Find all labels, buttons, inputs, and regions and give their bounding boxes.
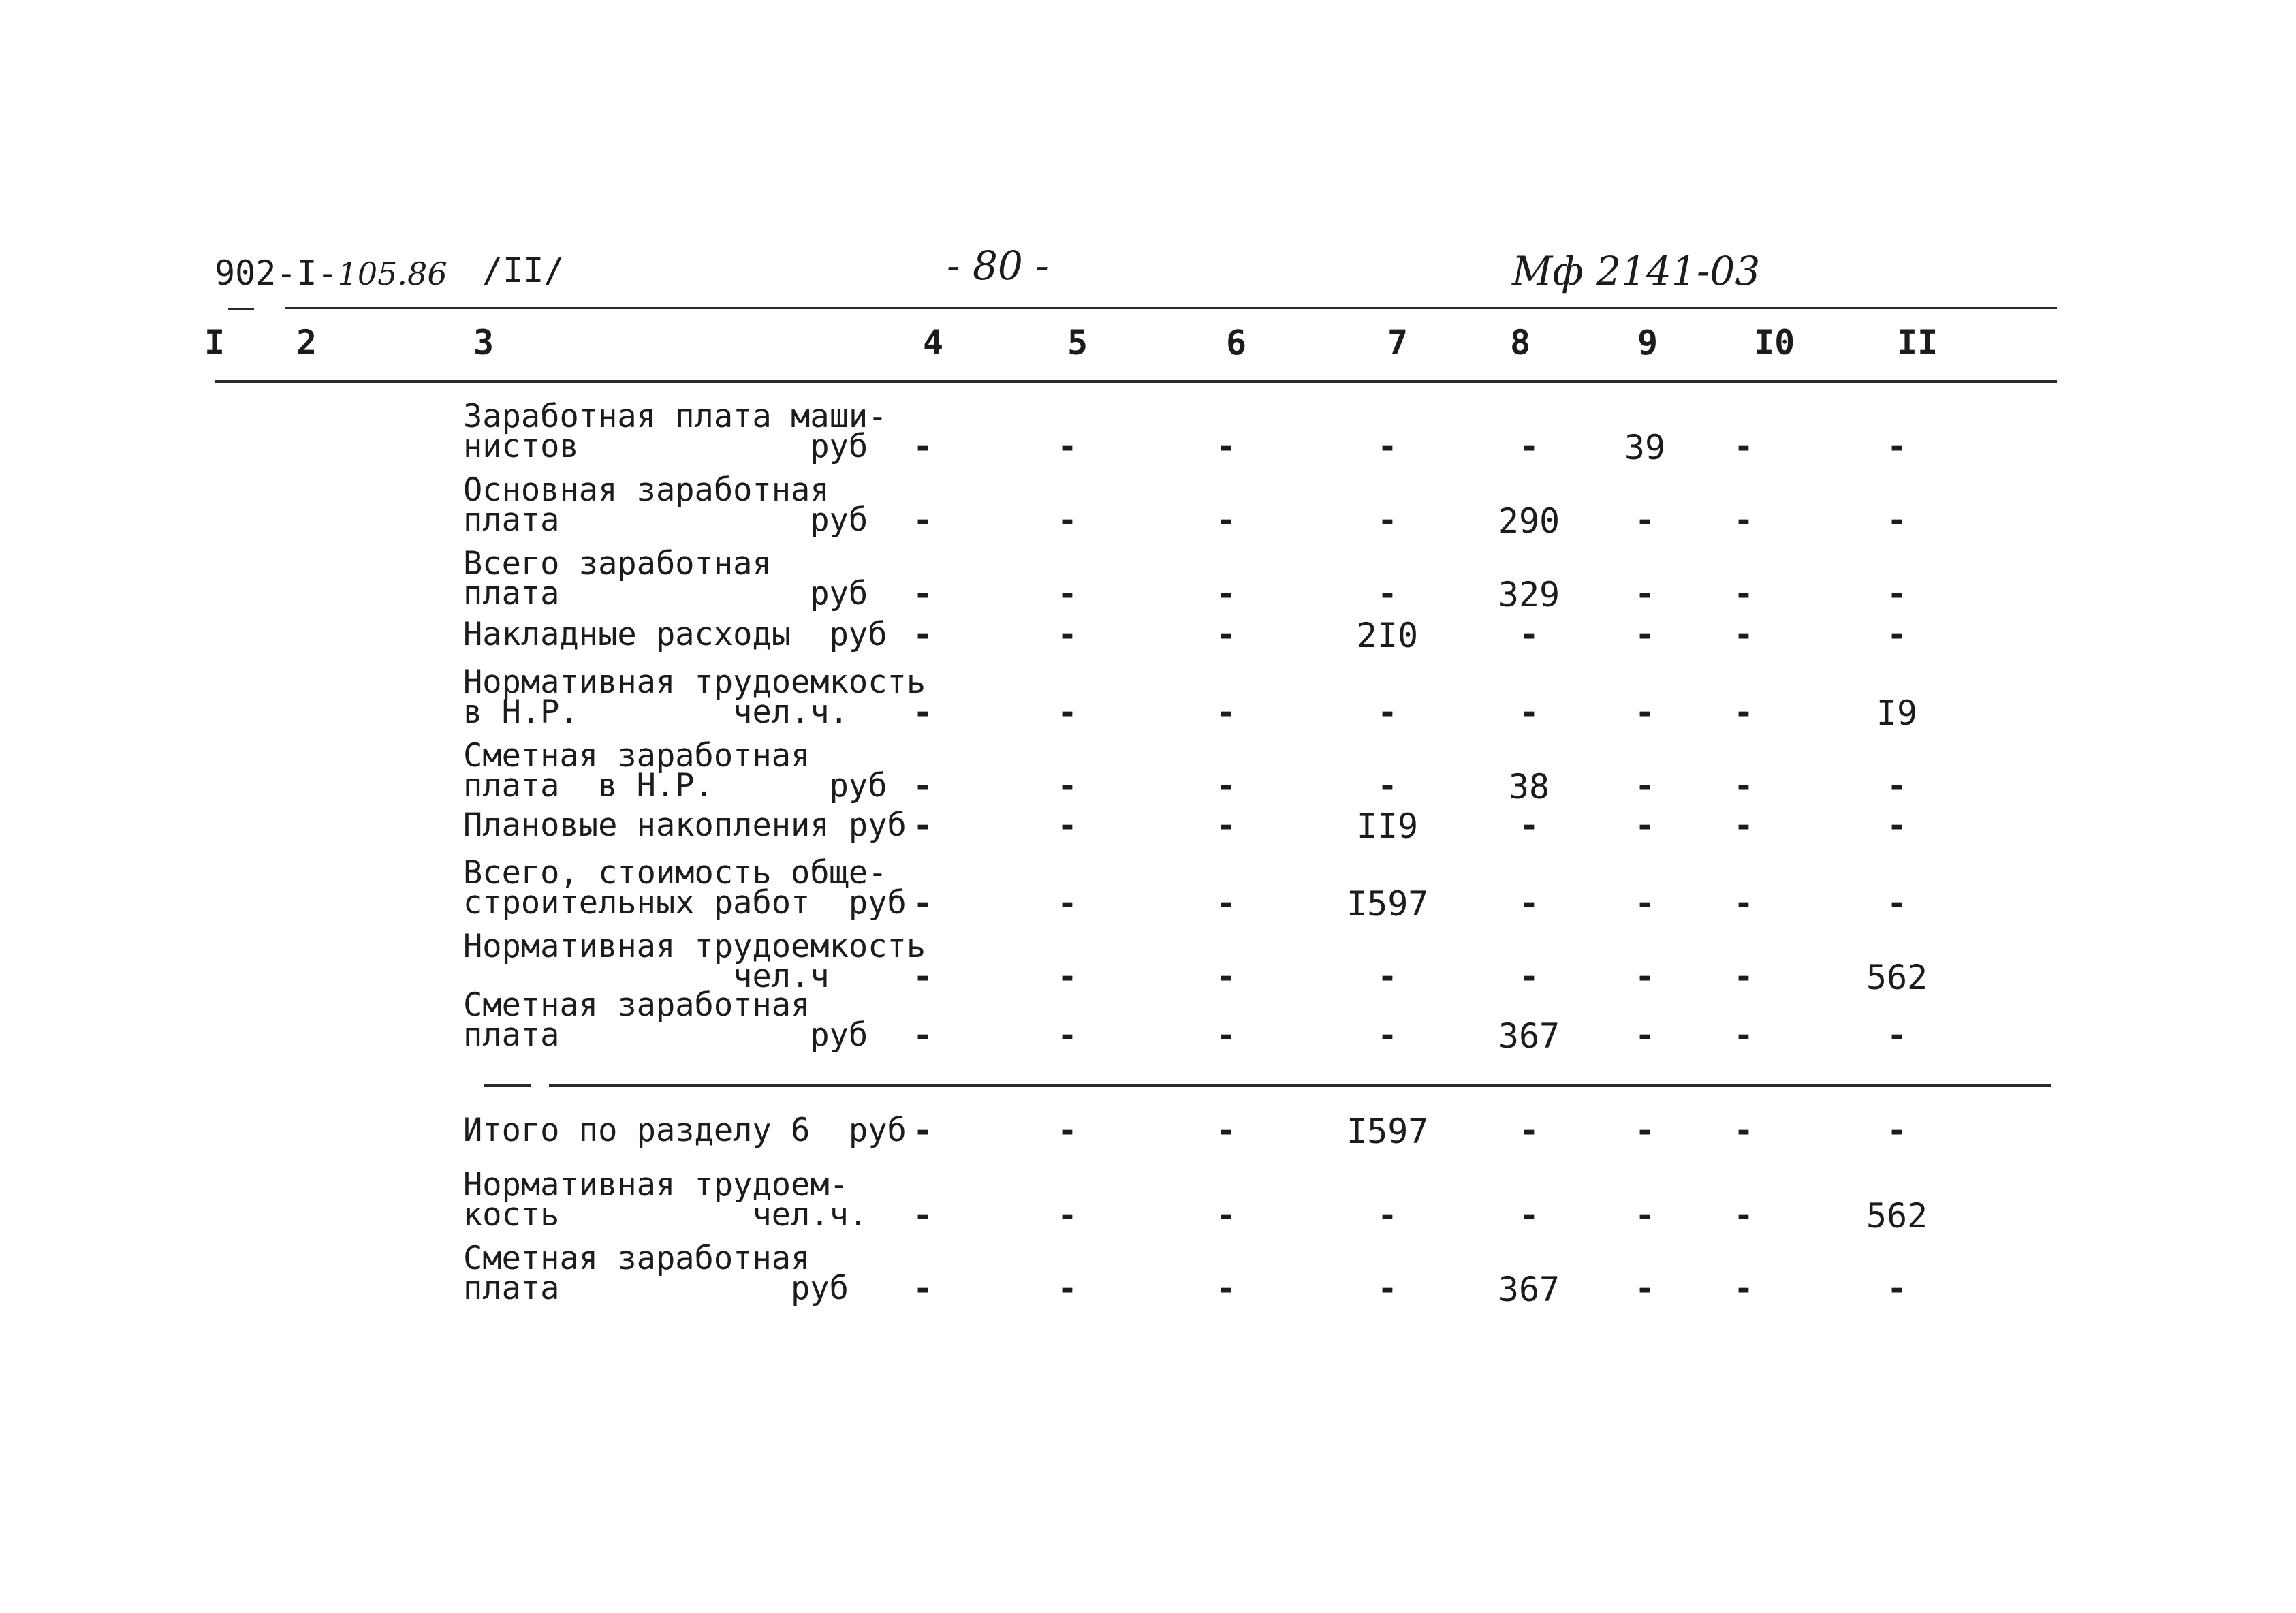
empty-cell-dash: - — [1216, 501, 1236, 539]
empty-cell-dash: - — [1733, 616, 1754, 654]
column-number: 2 — [296, 323, 317, 362]
document-code — [215, 253, 447, 293]
document-code-suffix: 105.86 — [337, 255, 447, 292]
value-cell: 2I0 — [1356, 616, 1419, 655]
empty-cell-dash: - — [913, 884, 933, 922]
empty-cell-dash: - — [1216, 693, 1236, 732]
empty-cell-dash: - — [1057, 428, 1078, 466]
empty-cell-dash: - — [1216, 1270, 1236, 1308]
empty-cell-dash: - — [1216, 1112, 1236, 1150]
value-cell: 562 — [1866, 958, 1928, 997]
empty-cell-dash: - — [1733, 575, 1754, 613]
line-item-label: Сметная заработная плата руб — [463, 986, 868, 1054]
empty-cell-dash: - — [1635, 958, 1655, 996]
empty-cell-dash: - — [1733, 767, 1754, 805]
value-cell: 562 — [1866, 1196, 1928, 1236]
empty-cell-dash: - — [1057, 1016, 1078, 1054]
empty-cell-dash: - — [913, 958, 933, 996]
totals-rule-fragment — [484, 1084, 531, 1087]
empty-cell-dash: - — [1519, 1196, 1539, 1234]
empty-cell-dash: - — [1635, 501, 1655, 539]
empty-cell-dash: - — [1377, 501, 1398, 539]
empty-cell-dash: - — [1887, 1016, 1907, 1054]
empty-cell-dash: - — [1887, 501, 1907, 539]
empty-cell-dash: - — [1887, 428, 1907, 466]
empty-cell-dash: - — [1216, 1196, 1236, 1234]
empty-cell-dash: - — [1519, 693, 1539, 732]
empty-cell-dash: - — [1733, 1112, 1754, 1150]
empty-cell-dash: - — [1216, 884, 1236, 922]
line-item-label: Нормативная трудоемкость чел.ч — [463, 928, 926, 995]
empty-cell-dash: - — [1733, 884, 1754, 922]
value-cell: I597 — [1347, 1112, 1429, 1151]
document-code-prefix: 902-I- — [215, 253, 338, 293]
value-cell: 329 — [1498, 575, 1560, 614]
empty-cell-dash: - — [1216, 1016, 1236, 1054]
column-number: 6 — [1226, 323, 1247, 362]
column-number: I — [204, 323, 225, 362]
empty-cell-dash: - — [1635, 1196, 1655, 1234]
empty-cell-dash: - — [1519, 884, 1539, 922]
line-item-label: Накладные расходы руб — [463, 616, 887, 653]
empty-cell-dash: - — [1635, 1112, 1655, 1150]
empty-cell-dash: - — [1635, 767, 1655, 805]
empty-cell-dash: - — [913, 575, 933, 613]
empty-cell-dash: - — [1377, 1270, 1398, 1308]
empty-cell-dash: - — [1733, 428, 1754, 466]
page-number: - 80 - — [947, 242, 1049, 289]
empty-cell-dash: - — [1635, 693, 1655, 732]
empty-cell-dash: - — [913, 428, 933, 466]
empty-cell-dash: - — [1519, 428, 1539, 466]
empty-cell-dash: - — [1057, 767, 1078, 805]
column-number: 9 — [1637, 323, 1658, 362]
value-cell: 39 — [1624, 428, 1666, 467]
empty-cell-dash: - — [1216, 428, 1236, 466]
empty-cell-dash: - — [1733, 1270, 1754, 1308]
header-rule-fragment — [228, 308, 254, 310]
empty-cell-dash: - — [1057, 1112, 1078, 1150]
empty-cell-dash: - — [1635, 806, 1655, 845]
column-number: 8 — [1510, 323, 1531, 362]
column-number: 3 — [473, 323, 494, 362]
column-number: I0 — [1754, 323, 1795, 362]
empty-cell-dash: - — [1216, 767, 1236, 805]
line-item-label: Плановые накопления руб — [463, 806, 907, 844]
empty-cell-dash: - — [1733, 1196, 1754, 1234]
column-number: II — [1897, 323, 1938, 362]
empty-cell-dash: - — [1635, 616, 1655, 654]
section-number: /II/ — [482, 251, 565, 290]
empty-cell-dash: - — [1733, 958, 1754, 996]
column-number: 4 — [923, 323, 944, 362]
empty-cell-dash: - — [913, 1270, 933, 1308]
empty-cell-dash: - — [1635, 575, 1655, 613]
album-reference: Мф 2141-03 — [1512, 248, 1761, 294]
column-number: 5 — [1067, 323, 1088, 362]
value-cell: I597 — [1347, 884, 1429, 924]
empty-cell-dash: - — [913, 501, 933, 539]
empty-cell-dash: - — [1887, 1270, 1907, 1308]
empty-cell-dash: - — [1377, 1196, 1398, 1234]
empty-cell-dash: - — [1377, 428, 1398, 466]
line-item-label: Заработная плата маши- нистов руб — [463, 398, 887, 465]
empty-cell-dash: - — [1216, 806, 1236, 845]
header-rule — [285, 307, 2057, 309]
empty-cell-dash: - — [913, 806, 933, 845]
empty-cell-dash: - — [1057, 575, 1078, 613]
empty-cell-dash: - — [1057, 693, 1078, 732]
empty-cell-dash: - — [1057, 884, 1078, 922]
empty-cell-dash: - — [1887, 575, 1907, 613]
empty-cell-dash: - — [1887, 806, 1907, 845]
empty-cell-dash: - — [913, 1112, 933, 1150]
empty-cell-dash: - — [1057, 806, 1078, 845]
line-item-label: Основная заработная плата руб — [463, 471, 868, 539]
empty-cell-dash: - — [1519, 1112, 1539, 1150]
empty-cell-dash: - — [1887, 1112, 1907, 1150]
totals-rule — [549, 1084, 2051, 1087]
empty-cell-dash: - — [1057, 616, 1078, 654]
empty-cell-dash: - — [1216, 616, 1236, 654]
empty-cell-dash: - — [1519, 958, 1539, 996]
empty-cell-dash: - — [1377, 693, 1398, 732]
value-cell: I9 — [1876, 693, 1918, 733]
empty-cell-dash: - — [1057, 501, 1078, 539]
empty-cell-dash: - — [1733, 501, 1754, 539]
empty-cell-dash: - — [1635, 884, 1655, 922]
empty-cell-dash: - — [1057, 1196, 1078, 1234]
line-item-label: Сметная заработная плата в Н.Р. руб — [463, 737, 887, 804]
empty-cell-dash: - — [913, 1196, 933, 1234]
empty-cell-dash: - — [1519, 806, 1539, 845]
empty-cell-dash: - — [913, 1016, 933, 1054]
empty-cell-dash: - — [1733, 1016, 1754, 1054]
empty-cell-dash: - — [913, 767, 933, 805]
empty-cell-dash: - — [1887, 884, 1907, 922]
empty-cell-dash: - — [1057, 958, 1078, 996]
line-item-label: Нормативная трудоемкость в Н.Р. чел.ч. — [463, 663, 926, 731]
total-label: Сметная заработная плата руб — [463, 1240, 849, 1307]
line-item-label: Всего заработная плата руб — [463, 545, 868, 612]
empty-cell-dash: - — [1377, 958, 1398, 996]
value-cell: 367 — [1498, 1016, 1560, 1056]
empty-cell-dash: - — [1216, 958, 1236, 996]
column-number: 7 — [1387, 323, 1409, 362]
column-header-rule — [215, 380, 2057, 383]
empty-cell-dash: - — [1733, 693, 1754, 732]
empty-cell-dash: - — [1377, 1016, 1398, 1054]
empty-cell-dash: - — [1377, 767, 1398, 805]
empty-cell-dash: - — [913, 693, 933, 732]
empty-cell-dash: - — [1733, 806, 1754, 845]
value-cell: II9 — [1356, 806, 1419, 846]
total-label: Итого по разделу 6 руб — [463, 1112, 907, 1149]
empty-cell-dash: - — [1887, 616, 1907, 654]
line-item-label: Всего, стоимость обще- строительных работ руб — [463, 854, 907, 922]
empty-cell-dash: - — [1377, 575, 1398, 613]
empty-cell-dash: - — [1057, 1270, 1078, 1308]
value-cell: 367 — [1498, 1270, 1560, 1309]
empty-cell-dash: - — [913, 616, 933, 654]
empty-cell-dash: - — [1216, 575, 1236, 613]
empty-cell-dash: - — [1519, 616, 1539, 654]
total-label: Нормативная трудоем- кость чел.ч. — [463, 1166, 868, 1234]
value-cell: 290 — [1498, 501, 1560, 541]
empty-cell-dash: - — [1635, 1270, 1655, 1308]
value-cell: 38 — [1508, 767, 1550, 806]
empty-cell-dash: - — [1887, 767, 1907, 805]
empty-cell-dash: - — [1635, 1016, 1655, 1054]
